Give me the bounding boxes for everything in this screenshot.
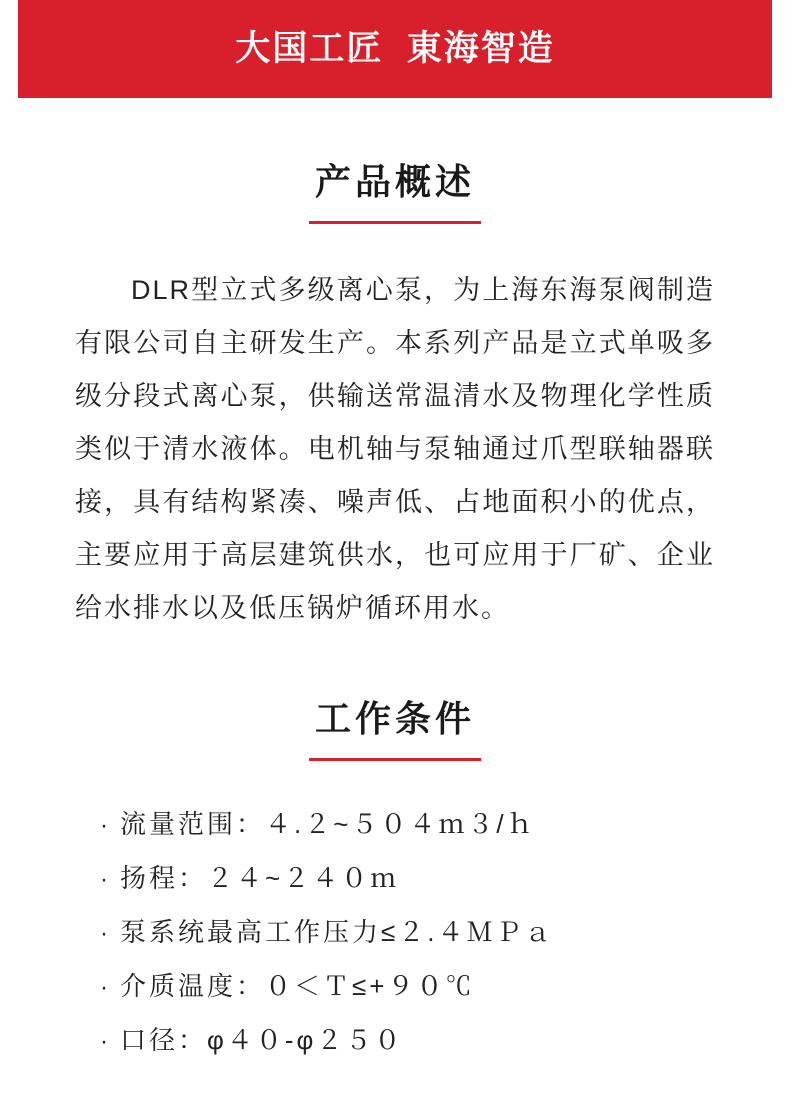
bullet-icon: ·	[100, 920, 111, 948]
conditions-title-wrap	[0, 697, 790, 761]
banner-title: 大国工匠 東海智造	[235, 29, 555, 68]
list-item	[100, 965, 720, 1009]
banner-left-margin	[0, 0, 18, 98]
list-item-text: 扬程：２４~２４０ｍ	[120, 863, 400, 894]
list-item-text: 介质温度：０＜Ｔ≤+９０℃	[120, 971, 475, 1002]
list-item	[100, 857, 720, 901]
overview-heading-underline	[309, 221, 481, 224]
banner-right-margin	[772, 0, 790, 98]
overview-heading: 产品概述	[314, 161, 475, 202]
list-item-text: 口径：φ４０-φ２５０	[120, 1025, 404, 1056]
bullet-icon: ·	[100, 1028, 111, 1056]
overview-paragraph: DLR型立式多级离心泵，为上海东海泵阀制造有限公司自主研发生产。本系列产品是立式单吸多级分段式离心泵，供输送常温清水及物理化学性质类似于清水液体。电机轴与泵轴通过爪型联轴器联接，具有结构紧凑、噪声低、占地面积小的优点，主要应用于高层建筑供水，也可应用于厂矿、企业给水排水以及低压锅炉循环用水。	[75, 275, 715, 624]
conditions-list	[70, 803, 720, 1063]
conditions-heading: 工作条件	[314, 698, 475, 740]
list-item	[100, 1019, 720, 1063]
section-working-conditions	[0, 697, 790, 1063]
conditions-heading-underline	[309, 758, 481, 761]
list-item	[100, 803, 720, 847]
banner-inner	[0, 0, 790, 98]
bullet-icon: ·	[100, 974, 111, 1002]
bullet-icon: ·	[100, 866, 111, 894]
bullet-icon: ·	[100, 812, 111, 840]
list-item	[100, 911, 720, 955]
list-item-text: 泵系统最高工作压力≤２.４ＭＰａ	[120, 917, 554, 948]
section-product-overview	[0, 160, 790, 635]
overview-title-wrap	[0, 160, 790, 224]
header-banner	[0, 0, 790, 98]
list-item-text: 流量范围：４.２~５０４ｍ３/ｈ	[120, 809, 536, 840]
